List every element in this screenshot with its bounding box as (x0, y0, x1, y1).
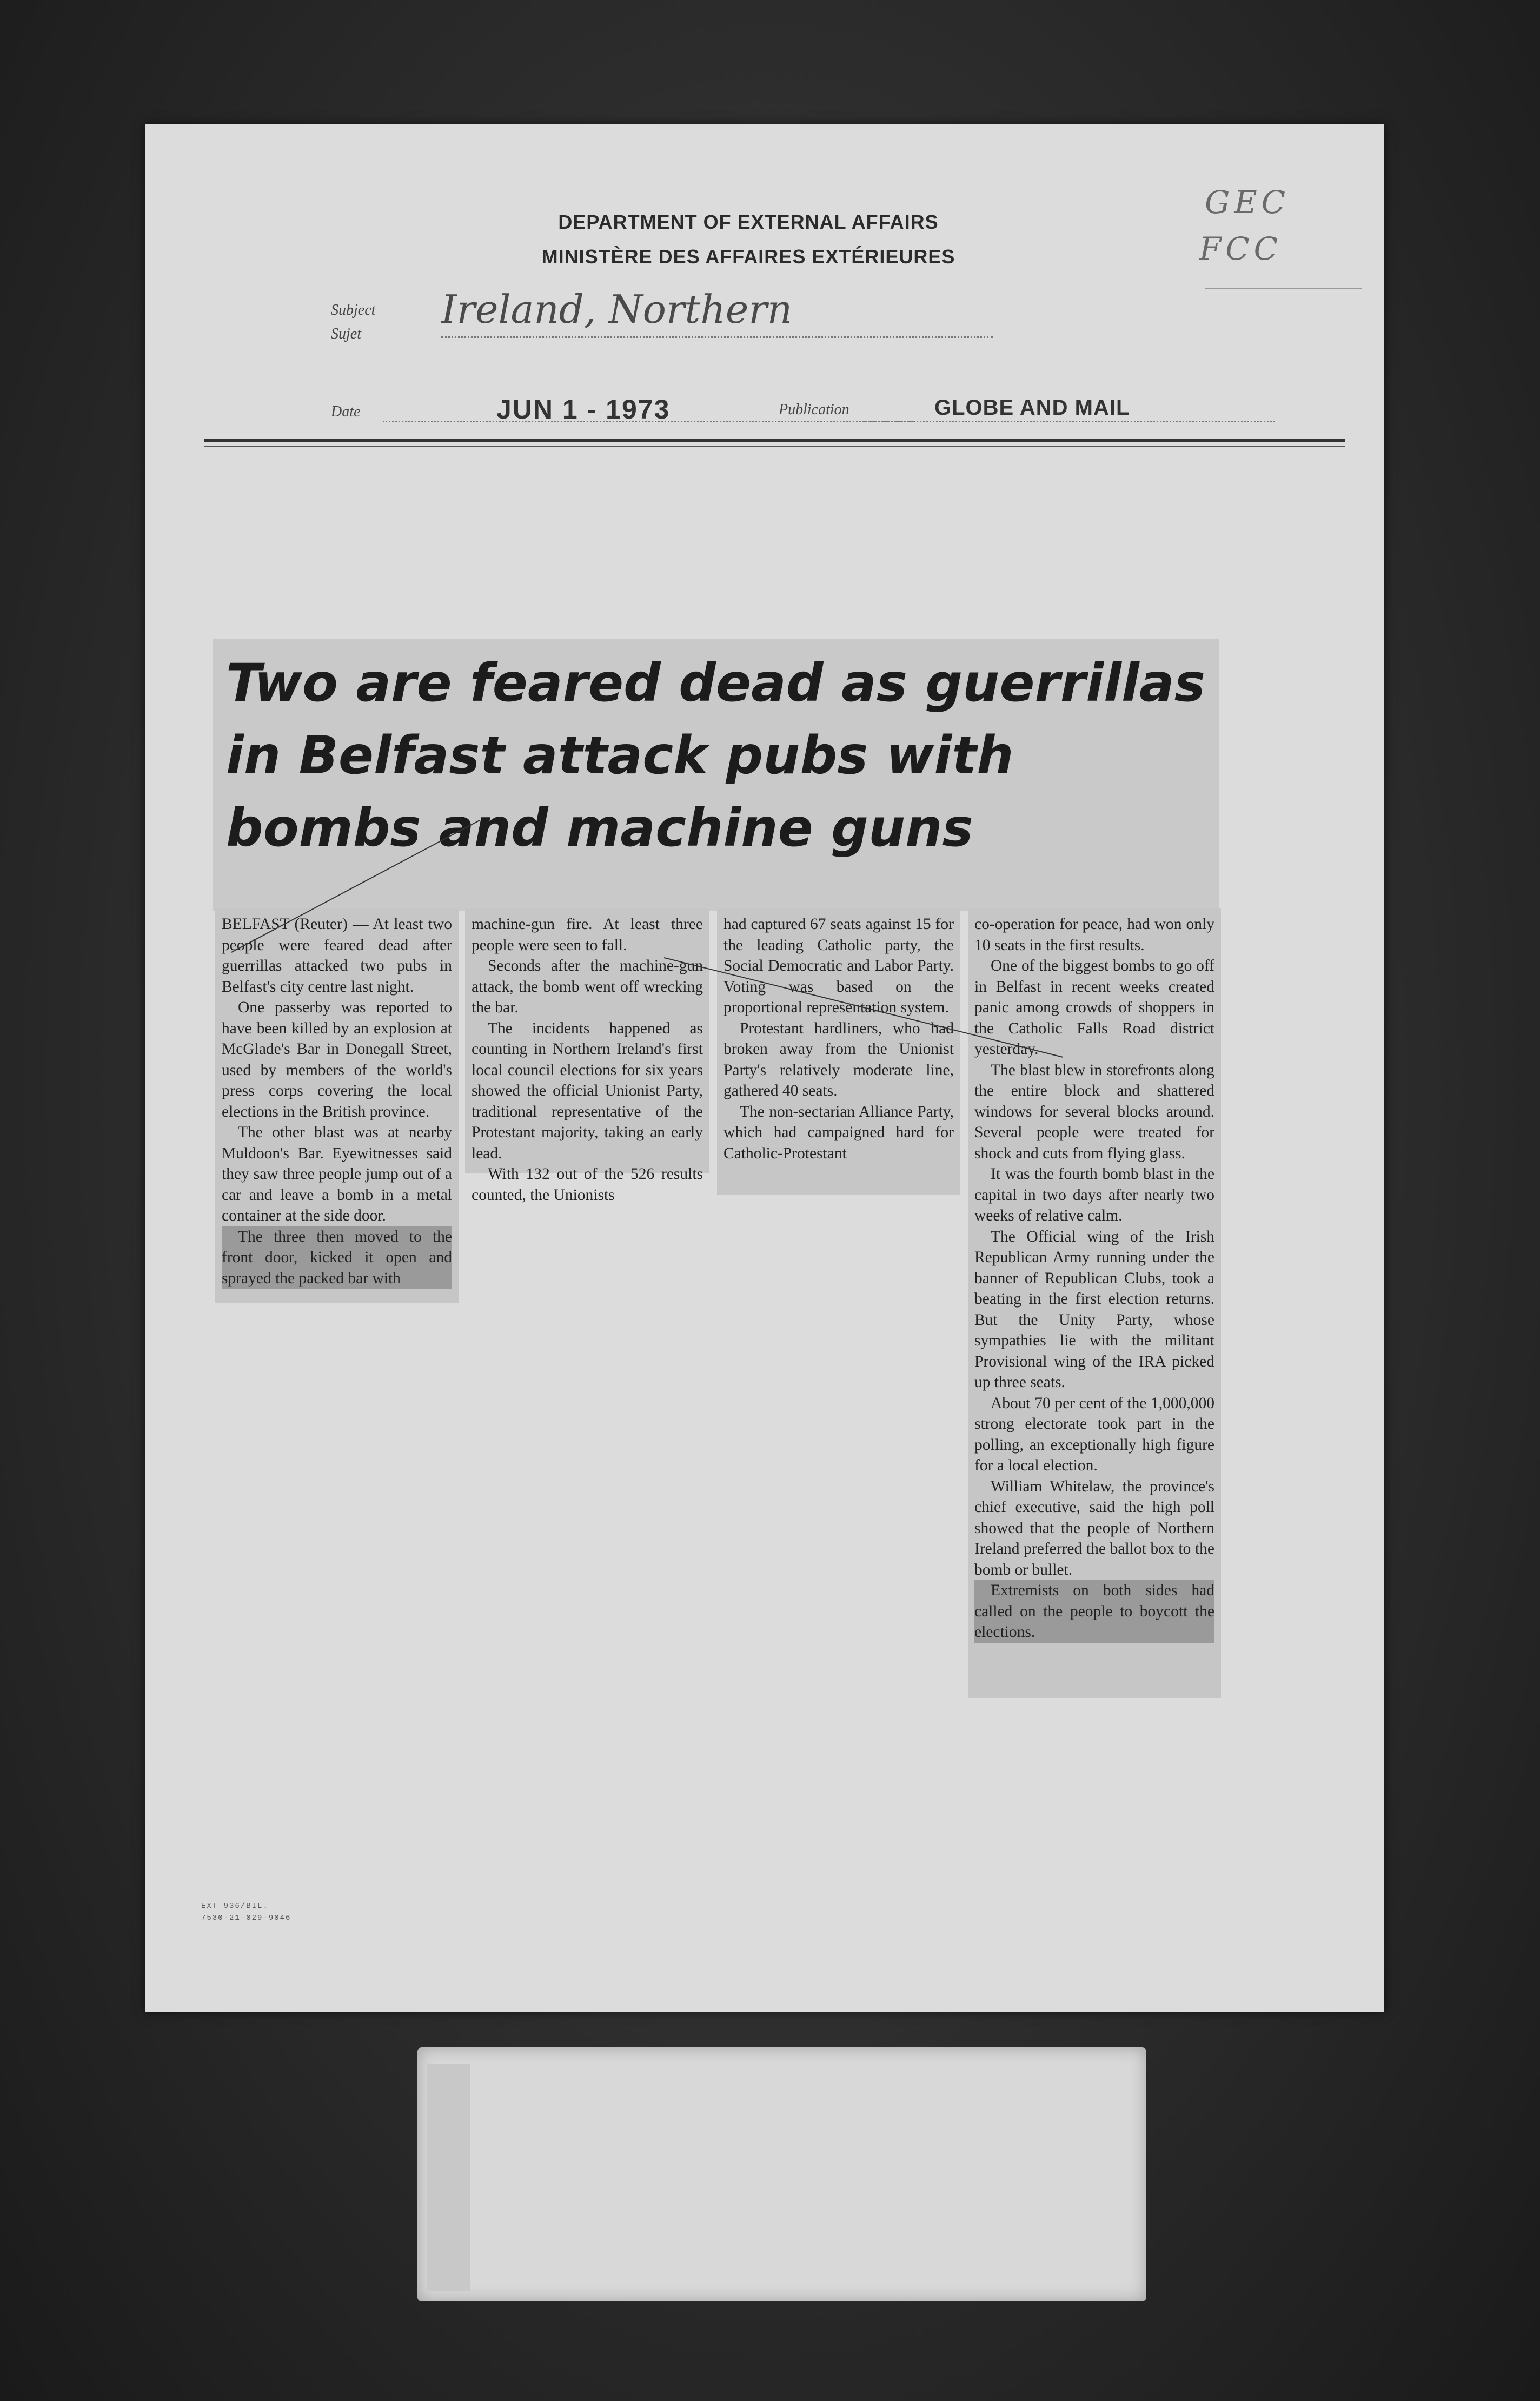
paragraph: The three then moved to the front door, kicked it open and sprayed the packed bar with (222, 1226, 452, 1289)
paragraph: About 70 per cent of the 1,000,000 strong electorate took part in the polling, an exceptionally high figure for a local election. (974, 1394, 1214, 1474)
form-number-line: EXT 936/BIL. (201, 1902, 269, 1911)
paragraph: Extremists on both sides had called on the people to boycott the elections. (974, 1580, 1214, 1643)
paragraph: One passerby was reported to have been killed by an explosion at McGlade's Bar in Donegall Street, used by members of the world's press corps covering the local elections in the British province. (222, 999, 452, 1120)
file-code-underline (1205, 288, 1362, 289)
paragraph: The other blast was at nearby Muldoon's Bar. Eyewitnesses said they saw three people jump out of a car and leave a bomb in a metal container at the side door. (222, 1124, 452, 1224)
clipping-form-sheet (145, 124, 1384, 2012)
date-dotted-line (383, 421, 913, 422)
file-code-1: GEC (1205, 184, 1290, 221)
paragraph: William Whitelaw, the province's chief executive, said the high poll showed that the people of Northern Ireland preferred the ballot box to the bomb or bullet. (974, 1477, 1214, 1578)
paragraph: The Official wing of the Irish Republican Army running under the banner of Republican Clubs, took a beating in the first election returns. But the Unity Party, whose sympathies lie with the militant Provisional wing of the IRA picked up three seats. (974, 1228, 1214, 1391)
form-number (201, 1900, 291, 1924)
letterhead-french: MINISTÈRE DES AFFAIRES EXTÉRIEURES (541, 246, 955, 268)
publication-stamp: GLOBE AND MAIL (934, 396, 1130, 420)
paragraph: With 132 out of the 526 results counted, the Unionists (472, 1165, 703, 1204)
paragraph: machine-gun fire. At least three people were seen to fall. (472, 916, 703, 954)
date-stamp: JUN 1 - 1973 (496, 394, 671, 425)
paragraph: It was the fourth bomb blast in the capital in two days after nearly two weeks of relative calm. (974, 1165, 1214, 1224)
paragraph: The non-sectarian Alliance Party, which had campaigned hard for Catholic-Protestant (723, 1103, 954, 1162)
paragraph: The incidents happened as counting in Northern Ireland's first local council elections for six years showed the official Unionist Party, traditional representative of the Protestant majority, taking an early lead. (472, 1019, 703, 1162)
publication-dotted-line (864, 421, 1275, 422)
subject-label: Subject (331, 302, 376, 319)
filing-slip (417, 2047, 1146, 2301)
article-column-3 (717, 908, 960, 1195)
publication-label: Publication (779, 401, 849, 418)
article-headline: Two are feared dead as guerrillas in Belfast attack pubs with bombs and machine guns (226, 653, 1205, 858)
paragraph: The blast blew in storefronts along the entire block and shattered windows for several blocks around. Several people were treated for shock and cuts from flying glass. (974, 1061, 1214, 1162)
letterhead-english: DEPARTMENT OF EXTERNAL AFFAIRS (558, 211, 939, 233)
slip-edge (427, 2064, 470, 2291)
date-label: Date (331, 403, 361, 420)
header-rule-secondary (204, 446, 1345, 447)
file-code-2: FCC (1199, 230, 1282, 267)
article-column-2 (465, 908, 709, 1204)
paragraph: Seconds after the machine-gun attack, the bomb went off wrecking the bar. (472, 957, 703, 1016)
subject-dotted-line (441, 336, 993, 338)
paragraph: co-operation for peace, had won only 10 seats in the first results. (974, 916, 1214, 954)
article-column-4 (968, 908, 1221, 1698)
article-column-1 (215, 908, 459, 1303)
subject-value: Ireland, Northern (441, 287, 793, 332)
paragraph: had captured 67 seats against 15 for the leading Catholic party, the Social Democratic and Labor Party. Voting was based on the proportional representation system. (723, 916, 954, 1016)
sujet-label: Sujet (331, 326, 361, 342)
paragraph: BELFAST (Reuter) — At least two people were feared dead after guerrillas attacked two pubs in Belfast's city centre last night. (222, 916, 452, 996)
header-rule (204, 439, 1345, 442)
paragraph: Protestant hardliners, who had broken away from the Unionist Party's relatively moderate line, gathered 40 seats. (723, 1019, 954, 1099)
paragraph: One of the biggest bombs to go off in Belfast in recent weeks created panic among crowds of shoppers in the Catholic Falls Road district yesterday. (974, 957, 1214, 1058)
form-number-line: 7530-21-029-9046 (201, 1914, 291, 1922)
